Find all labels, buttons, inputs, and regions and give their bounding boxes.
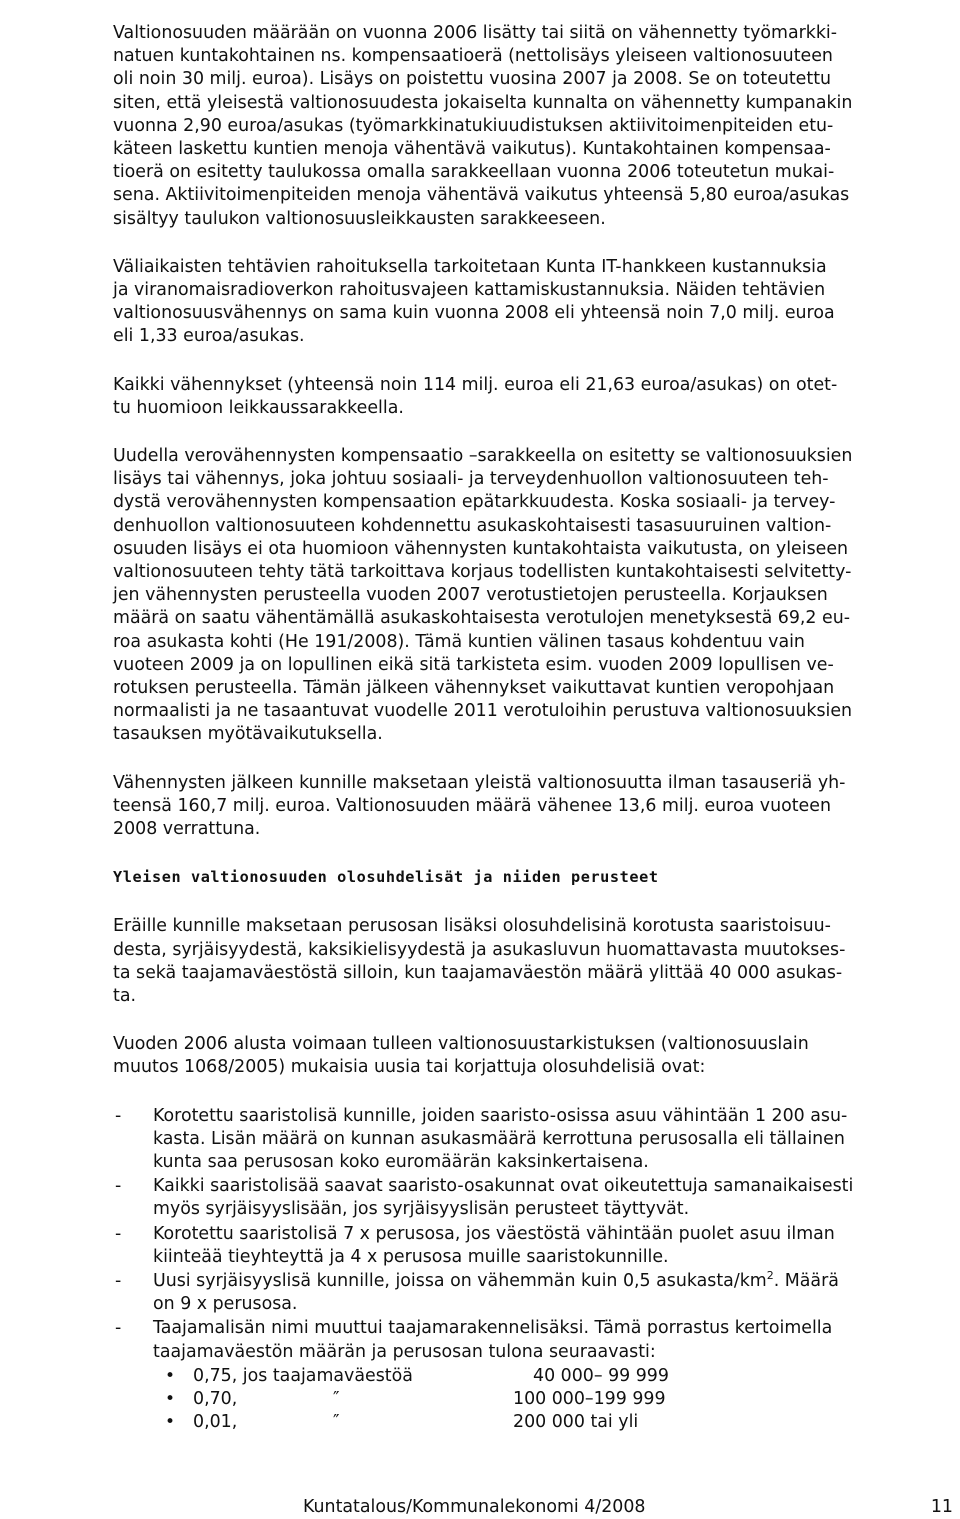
text-line: sena. Aktiivitoimenpiteiden menoja vähentävä vaikutus yhteensä 5,80 euroa/asukas <box>113 185 850 206</box>
text-line: Valtionosuuden määrään on vuonna 2006 lisätty tai siitä on vähennetty työmarkki- <box>113 23 838 43</box>
paragraph-special-conditions <box>113 915 953 1008</box>
list-item <box>113 1365 953 1388</box>
text-line: ta sekä taajamaväestöstä silloin, kun taajamaväestön määrä ylittää 40 000 asukas- <box>113 962 843 983</box>
text-line: sisältyy taulukon valtionosuusleikkausten sarakkeeseen. <box>113 208 606 229</box>
coefficient-label: 0,75, jos taajamaväestöä <box>193 1365 413 1386</box>
text-line: valtionosuusvähennys on sama kuin vuonna 2008 eli yhteensä noin 7,0 milj. euroa <box>113 303 835 324</box>
page-number: 11 <box>930 1497 953 1517</box>
dash-marker: - <box>115 1223 122 1244</box>
text-line: Uudella verovähennysten kompensaatio –sarakkeella on esitetty se valtionosuuksien <box>113 446 853 467</box>
text-fragment: . Määrä <box>773 1270 839 1291</box>
text-line: tasauksen myötävaikutuksella. <box>113 724 383 745</box>
dash-list <box>113 1105 953 1364</box>
paragraph-compensation <box>113 22 953 231</box>
text-line: kunta saa perusosan koko euromäärän kaksinkertaisena. <box>153 1151 649 1172</box>
coefficient-label: 0,01, <box>193 1412 238 1433</box>
text-line: Vuoden 2006 alusta voimaan tulleen valtionosuustarkistuksen (valtionosuuslain <box>113 1034 809 1055</box>
text-line: Korotettu saaristolisä 7 x perusosa, jos väestöstä vähintään puolet asuu ilman <box>153 1223 835 1244</box>
text-fragment: Uusi syrjäisyyslisä kunnille, joissa on vähemmän kuin 0,5 asukasta/km <box>153 1270 767 1291</box>
text-line: eli 1,33 euroa/asukas. <box>113 326 305 347</box>
population-range: 200 000 tai yli <box>513 1412 639 1433</box>
paragraph-tax-compensation <box>113 445 953 747</box>
paragraph-after-reductions <box>113 772 953 842</box>
text-line: taajamaväestön määrän ja perusosan tulona seuraavasti: <box>153 1341 656 1362</box>
list-item <box>113 1388 953 1411</box>
publication-source: Kuntatalous/Kommunalekonomi 4/2008 <box>303 1497 646 1517</box>
text-line: jen vähennysten perusteella vuoden 2007 verotustietojen perusteella. Korjauksen <box>113 585 828 606</box>
text-line: osuuden lisäys ei ota huomioon vähennysten kuntakohtaista vaikutusta, on yleiseen <box>113 538 849 559</box>
text-line: ja viranomaisradioverkon rahoitusvajeen kattamiskustannuksia. Näiden tehtävien <box>113 280 826 301</box>
text-line: käteen laskettu kuntien menoja vähentävä vaikutus). Kuntakohtainen kompensaa- <box>113 139 831 160</box>
list-item <box>113 1223 953 1269</box>
text-line: on 9 x perusosa. <box>153 1294 298 1315</box>
text-line: denhuollon valtionosuuteen kohdennettu asukaskohtaisesti tasasuuruinen valtion- <box>113 515 832 536</box>
text-line: valtionosuuteen tehty tätä tarkoittava korjaus todellisten kuntakohtaisesti selvitetty- <box>113 562 852 583</box>
text-line: desta, syrjäisyydestä, kaksikielisyydestä ja asukasluvun huomattavasta muutokses- <box>113 939 846 960</box>
list-item <box>113 1317 953 1363</box>
ditto-mark: ″ <box>333 1412 340 1433</box>
text-line: Eräille kunnille maksetaan perusosan lisäksi olosuhdelisinä korotusta saaristoisuu- <box>113 916 831 937</box>
text-line <box>153 1270 953 1293</box>
coefficient-label: 0,70, <box>193 1388 238 1409</box>
text-line: kasta. Lisän määrä on kunnan asukasmäärä kerrottuna perusosalla eli tällainen <box>153 1128 845 1149</box>
document-body <box>113 22 953 1434</box>
text-line: teensä 160,7 milj. euroa. Valtionosuuden määrä vähenee 13,6 milj. euroa vuoteen <box>113 795 831 816</box>
text-line: tu huomioon leikkaussarakkeella. <box>113 397 404 418</box>
paragraph-temporary-tasks <box>113 256 953 349</box>
text-line: rotuksen perusteella. Tämän jälkeen vähennykset vaikuttavat kuntien veropohjaan <box>113 678 835 699</box>
dash-marker: - <box>115 1318 122 1339</box>
population-range: 100 000–199 999 <box>513 1388 666 1409</box>
text-line: natuen kuntakohtainen ns. kompensaatioerä (nettolisäys yleiseen valtionosuuteen <box>113 46 833 67</box>
text-line: vuonna 2,90 euroa/asukas (työmarkkinatukiuudistuksen aktiivitoimenpiteiden etu- <box>113 115 834 136</box>
superscript: 2 <box>766 1269 774 1283</box>
text-line: kiinteää tieyhteyttä ja 4 x perusosa muille saaristokunnille. <box>153 1246 669 1267</box>
text-line: Väliaikaisten tehtävien rahoituksella tarkoitetaan Kunta IT-hankkeen kustannuksia <box>113 256 827 277</box>
bullet-marker: • <box>165 1412 176 1433</box>
ditto-mark: ″ <box>333 1388 340 1409</box>
paragraph-all-reductions <box>113 374 953 420</box>
text-line: lisäys tai vähennys, joka johtuu sosiaali- ja terveydenhuollon valtionosuuteen teh- <box>113 469 829 490</box>
dash-marker: - <box>115 1270 122 1291</box>
text-line: normaalisti ja ne tasaantuvat vuodelle 2011 verotuloihin perustuva valtionosuuksien <box>113 701 853 722</box>
bullet-list <box>113 1365 953 1435</box>
text-line: 2008 verrattuna. <box>113 819 261 840</box>
bullet-marker: • <box>165 1365 176 1386</box>
list-item <box>113 1411 953 1434</box>
text-line: muutos 1068/2005) mukaisia uusia tai korjattuja olosuhdelisiä ovat: <box>113 1057 706 1078</box>
dash-marker: - <box>115 1105 122 1126</box>
dash-marker: - <box>115 1176 122 1197</box>
list-item <box>113 1105 953 1175</box>
text-line: tioerä on esitetty taulukossa omalla sarakkeellaan vuonna 2006 toteutetun mukai- <box>113 162 835 183</box>
text-line: Vähennysten jälkeen kunnille maksetaan yleistä valtionosuutta ilman tasauseriä yh- <box>113 772 846 793</box>
list-item <box>113 1175 953 1221</box>
population-range: 40 000– 99 999 <box>533 1365 669 1386</box>
section-heading: Yleisen valtionosuuden olosuhdelisät ja niiden perusteet <box>113 868 659 887</box>
text-line: Korotettu saaristolisä kunnille, joiden saaristo-osissa asuu vähintään 1 200 asu- <box>153 1105 848 1126</box>
bullet-marker: • <box>165 1388 176 1409</box>
text-line: Taajamalisän nimi muuttui taajamarakennelisäksi. Tämä porrastus kertoimella <box>153 1318 833 1339</box>
text-line: oli noin 30 milj. euroa). Lisäys on poistettu vuosina 2007 ja 2008. Se on toteutettu <box>113 69 832 90</box>
text-line: siten, että yleisestä valtionosuudesta jokaiselta kunnalta on vähennetty kumpanakin <box>113 92 853 113</box>
text-line: Kaikki saaristolisää saavat saaristo-osakunnat ovat oikeutettuja samanaikaisesti <box>153 1176 854 1197</box>
text-line: Kaikki vähennykset (yhteensä noin 114 milj. euroa eli 21,63 euroa/asukas) on otet- <box>113 374 838 395</box>
paragraph-2006-revision <box>113 1033 953 1079</box>
text-line: myös syrjäisyyslisään, jos syrjäisyyslisän perusteet täyttyvät. <box>153 1199 690 1220</box>
text-line: vuoteen 2009 ja on lopullinen eikä sitä tarkisteta esim. vuoden 2009 lopullisen ve- <box>113 654 834 675</box>
text-line: ta. <box>113 985 137 1006</box>
list-item <box>113 1270 953 1316</box>
text-line: määrä on saatu vähentämällä asukaskohtaisesta verotulojen menetyksestä 69,2 eu- <box>113 608 851 629</box>
text-line: roa asukasta kohti (He 191/2008). Tämä kuntien välinen tasaus kohdentuu vain <box>113 631 805 652</box>
text-line: dystä verovähennysten kompensaation epätarkkuudesta. Koska sosiaali- ja tervey- <box>113 492 836 513</box>
